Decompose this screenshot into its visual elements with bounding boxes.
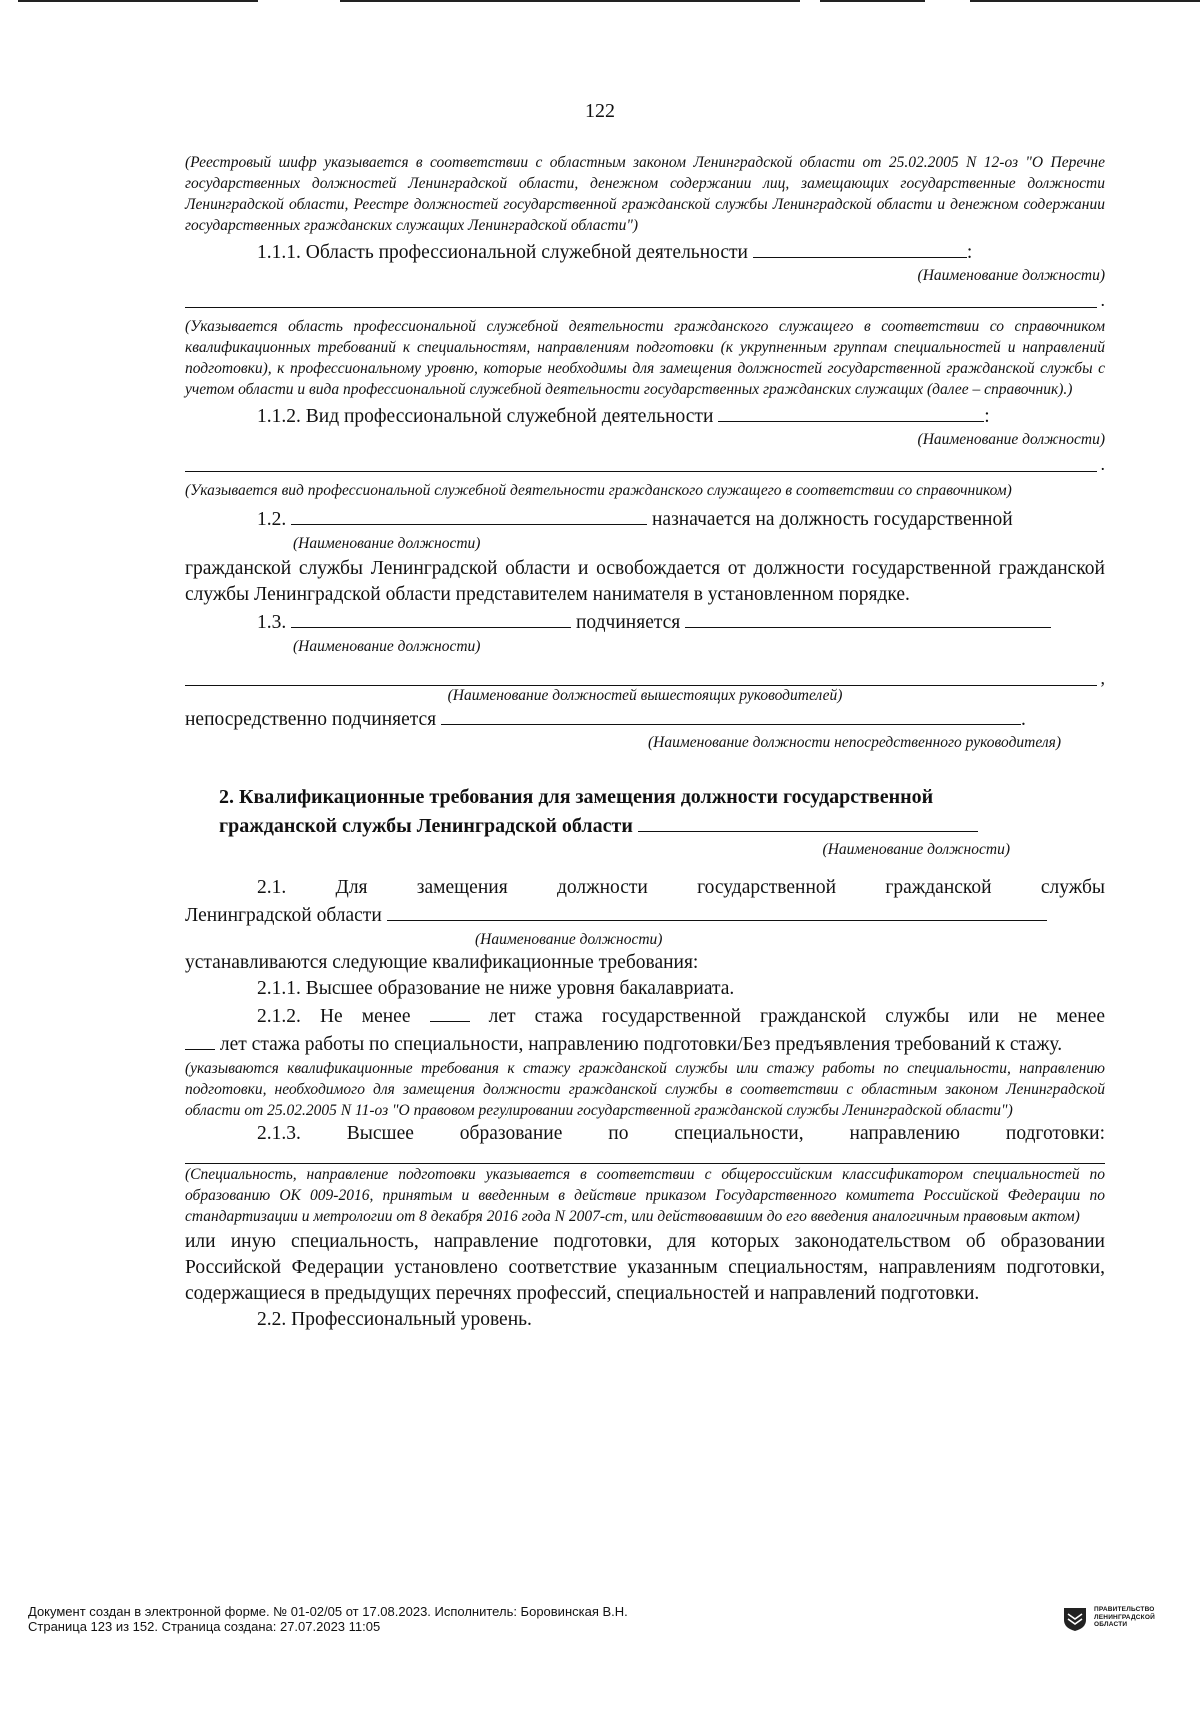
document-footer xyxy=(28,1604,628,1634)
field-1-1-1-blank[interactable] xyxy=(753,238,967,258)
government-logo xyxy=(1062,1604,1172,1634)
top-rule-3 xyxy=(820,0,925,2)
direct-subordination-blank[interactable] xyxy=(441,705,1021,725)
page-number: 122 xyxy=(585,100,615,122)
logo-text-3: ОБЛАСТИ xyxy=(1094,1621,1128,1628)
paragraph-1-2: гражданской службы Ленинградской области и освобождается от должности государственной гражданской службы Ленинградской области представителем нанимателя в установленном порядке. xyxy=(185,558,1105,605)
register-code-note: (Реестровый шифр указывается в соответствии с областным законом Ленинградской области от 25.02.2005 N 12-оз "О Перечне государственных должностей Ленинградской области, денежном содержании лиц, замещающих государственные должности Ленинградской области, Реестре должностей государственной гражданской службы Ленинградской области и денежном содержании государственных гражданских служащих Ленинградской области") xyxy=(185,154,1105,234)
section-1-2-blank[interactable] xyxy=(291,505,647,525)
hint-direct-manager: (Наименование должности непосредственного руководителя) xyxy=(648,734,1061,751)
field-1-1-2-label: 1.1.2. Вид профессиональной служебной деятельности xyxy=(257,406,714,427)
paragraph-2-1-3-cont: или иную специальность, направление подготовки, для которых законодательством об образовании Российской Федерации установлено соответствие указанным специальностям, направлениям подготовки, содержащиеся в предыдущих перечнях профессий, специальностей и направлений подготовки. xyxy=(185,1231,1105,1304)
paragraph-2-1-2-b: лет стажа работы по специальности, направлению подготовки/Без предъявления требований к стажу. xyxy=(185,1030,1105,1058)
top-rule-1 xyxy=(18,0,258,2)
field-1-1-2-blank[interactable] xyxy=(718,402,984,422)
field-1-1-1: 1.1.1. Область профессиональной служебной деятельности : xyxy=(185,238,1105,266)
paragraph-2-1-1: 2.1.1. Высшее образование не ниже уровня бакалавриата. xyxy=(257,978,735,999)
paragraph-2-1-3: 2.1.3. Высшее образование по специальности, направлению подготовки: xyxy=(257,1123,1105,1144)
paragraph-2-1-2-blank-2[interactable] xyxy=(185,1030,215,1050)
paragraph-2-1-b: Ленинградской области xyxy=(185,901,1105,929)
logo-text-1: ПРАВИТЕЛЬСТВО xyxy=(1094,1606,1155,1613)
paragraph-2-1-a: 2.1. Для замещения должности государственной гражданской службы xyxy=(257,877,1105,898)
paragraph-2-1-2-a: 2.1.2. Не менее лет стажа государственной гражданской службы или не менее xyxy=(185,1002,1105,1030)
section-1-3-blank-1[interactable] xyxy=(291,608,571,628)
footer-line-2: Страница 123 из 152. Страница создана: 27.07.2023 11:05 xyxy=(28,1619,381,1634)
direct-subordination: непосредственно подчиняется . xyxy=(185,705,1105,733)
blank-line-2[interactable]: . xyxy=(185,449,1097,472)
hint-position-name-2: (Наименование должности) xyxy=(917,431,1105,448)
paragraph-2-1-2-blank-1[interactable] xyxy=(430,1002,470,1022)
footer-line-1: Документ создан в электронной форме. № 01-02/05 от 17.08.2023. Исполнитель: Боровинская В.Н. xyxy=(28,1604,628,1619)
document-body xyxy=(185,152,1105,1333)
logo-text-2: ЛЕНИНГРАДСКОЙ xyxy=(1094,1613,1155,1621)
blank-line-specialty[interactable] xyxy=(185,1147,1105,1164)
field-1-1-2: 1.1.2. Вид профессиональной служебной деятельности : xyxy=(185,402,1105,430)
section-1-3-blank-2[interactable] xyxy=(685,608,1051,628)
hint-position-name-1: (Наименование должности) xyxy=(917,267,1105,284)
paragraph-2-2: 2.2. Профессиональный уровень. xyxy=(257,1309,532,1330)
note-2-1-3: (Специальность, направление подготовки указывается в соответствии с общероссийским классификатором специальностей по образованию ОК 009-2016, принятым и введенным в действие приказом Государственного комитета Российской Федерации по стандартизации и метрологии от 8 декабря 2016 года N 2007-ст, или действовавшим до его введения аналогичным правовым актом) xyxy=(185,1166,1105,1225)
paragraph-2-1-blank[interactable] xyxy=(387,901,1047,921)
type-note: (Указывается вид профессиональной служебной деятельности гражданского служащего в соответствии со справочником) xyxy=(185,482,1012,499)
blank-line-superiors[interactable]: , xyxy=(185,663,1097,686)
hint-superiors: (Наименование должностей вышестоящих руководителей) xyxy=(447,687,843,704)
section-1-2: 1.2. назначается на должность государственной xyxy=(185,505,1105,533)
hint-1-2: (Наименование должности) xyxy=(293,535,481,552)
hint-2-1: (Наименование должности) xyxy=(475,931,663,948)
blank-line-1[interactable]: . xyxy=(185,285,1097,308)
section-2-heading: 2. Квалификационные требования для замещения должности государственной гражданской службы Ленинградской области xyxy=(185,784,1105,840)
section-2-heading-blank[interactable] xyxy=(638,811,978,832)
section-1-3: 1.3. подчиняется xyxy=(185,608,1105,636)
hint-1-3: (Наименование должности) xyxy=(293,638,481,655)
paragraph-2-1-c: устанавливаются следующие квалификационные требования: xyxy=(185,952,699,973)
top-rule-4 xyxy=(970,0,1200,2)
coat-of-arms-icon xyxy=(1062,1606,1088,1632)
field-1-1-1-label: 1.1.1. Область профессиональной служебной деятельности xyxy=(257,242,748,263)
note-2-1-2: (указываются квалификационные требования к стажу гражданской службы или стажу работы по специальности, направлению подготовки, необходимого для замещения должности гражданской службы в соответствии с областным законом Ленинградской области от 25.02.2005 N 11-оз "О правовом регулировании государственной гражданской службы Ленинградской области") xyxy=(185,1060,1105,1119)
area-note: (Указывается область профессиональной служебной деятельности гражданского служащего в соответствии со справочником квалификационных требований к специальностям, направлениям подготовки (к укрупненным группам специальностей и направлений подготовки), к профессиональному уровню, которые необходимы для замещения должностей государственной гражданской службы с учетом области и вида профессиональной служебной деятельности государственных гражданских служащих (далее – справочник).) xyxy=(185,318,1105,398)
top-rule-2 xyxy=(340,0,800,2)
hint-section-2: (Наименование должности) xyxy=(822,841,1010,858)
